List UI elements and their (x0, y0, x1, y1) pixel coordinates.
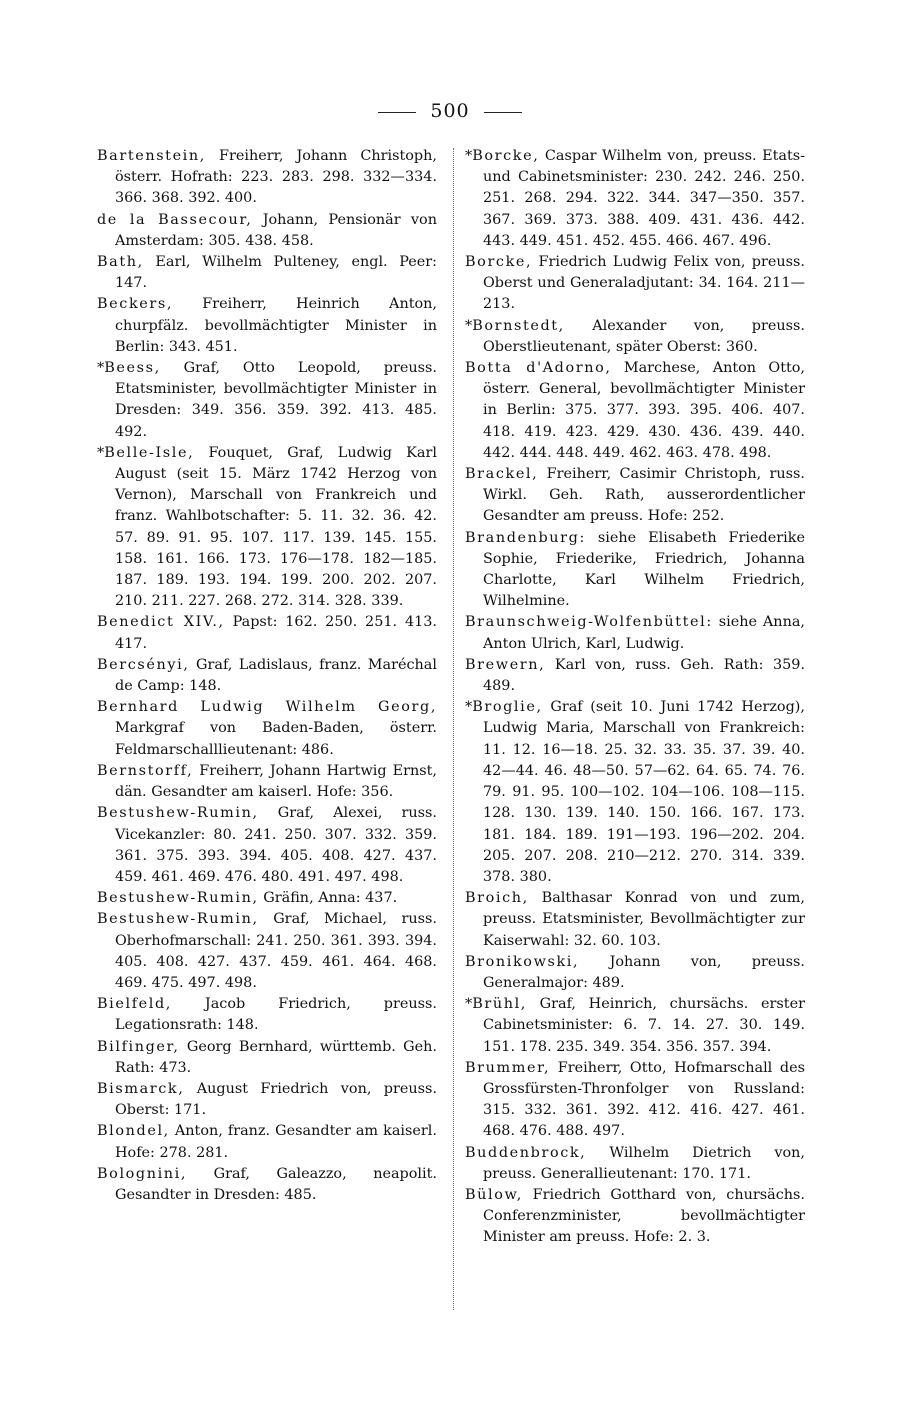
entry-name: Bernstorff, (97, 762, 194, 779)
entry-details: Earl, Wilhelm Pulteney, engl. Peer: 147. (115, 254, 437, 292)
entry-name: Brewern, (465, 656, 546, 673)
index-entry (97, 888, 437, 909)
index-entry (465, 1143, 805, 1185)
entry-details: Graf (seit 10. Juni 1742 Herzog), Ludwig Maria, Marschall von Frankreich: 11. 12. 16—18. 25. 32. 33. 35. 37. 39. 40. 42—44. 46. 48—50. 57—62. 64. 65. 74. 76. 79. 91. 95. 100—102. 104—106. 108—115. 128. 130. 139. 140. 150. 166. 167. 173. 181. 184. 189. 191—193. 196—202. 204. 205. 207. 208. 210—212. 270. 314. 339. 378. 380. (483, 699, 805, 885)
index-entry (465, 697, 805, 888)
entry-name: Bartenstein, (97, 148, 206, 164)
header-rule-left (378, 112, 416, 113)
page-number: 500 (430, 100, 470, 122)
entry-details: Friedrich Ludwig Felix von, preuss. Oberst und Generaladjutant: 34. 164. 211—213. (483, 254, 805, 313)
entry-name: Beckers, (97, 296, 174, 313)
index-entry (97, 803, 437, 888)
entry-details: Balthasar Konrad von und zum, preuss. Etatsminister, Bevollmächtigter zur Kaiserwahl: 32. 60. 103. (483, 890, 805, 949)
index-entry (97, 909, 437, 994)
entry-name: Brummer, (465, 1059, 551, 1076)
index-entry (465, 888, 805, 952)
index-entry (465, 358, 805, 464)
entry-details: Wilhelm Dietrich von, preuss. Generallieutenant: 170. 171. (483, 1144, 805, 1182)
entry-details: siehe Anna, Anton Ulrich, Karl, Ludwig. (483, 614, 805, 652)
entry-marker: * (465, 996, 473, 1013)
entry-name: Bolognini, (97, 1165, 188, 1182)
index-entry (465, 1058, 805, 1143)
index-entry (97, 612, 437, 654)
entry-details: Graf, Ladislaus, franz. Maréchal de Camp: 148. (115, 656, 437, 695)
entry-marker: * (465, 699, 473, 716)
index-entry (465, 146, 805, 252)
entry-details: Alexander von, preuss. Oberstlieutenant, später Oberst: 360. (483, 317, 805, 355)
entry-name: Borcke, (472, 148, 540, 164)
index-entry (465, 994, 805, 1058)
index-entry (97, 761, 437, 803)
entry-details: Fouquet, Graf, Ludwig Karl August (seit 15. März 1742 Herzog von Vernon), Marschall von Frankreich und franz. Wahlbotschafter: 5. 11. 32. 36. 42. 57. 89. 91. 95. 107. 117. 139. 145. 155. 158. 161. 166. 173. 176—178. 182—185. 187. 189. 193. 194. 199. 200. 202. 207. 210. 211. 227. 268. 272. 314. 328. 339. (115, 444, 437, 610)
entry-name: Borcke, (465, 254, 533, 271)
page-header (0, 100, 900, 122)
entry-name: Bismarck, (97, 1080, 185, 1097)
entry-name: Broglie, (472, 699, 543, 716)
entry-name: Bath, (97, 254, 144, 271)
index-entry (465, 952, 805, 994)
entry-marker: * (97, 444, 105, 461)
entry-details: Graf, Alexei, russ. Vicekanzler: 80. 241. 250. 307. 332. 359. 361. 375. 393. 394. 405. 408. 427. 437. 459. 461. 469. 476. 480. 491. 497. 498. (115, 805, 437, 885)
column-divider (453, 148, 454, 1310)
index-entry (97, 443, 437, 613)
index-entry (97, 1164, 437, 1206)
index-entry (97, 1121, 437, 1163)
index-entry (97, 655, 437, 697)
entry-details: Johann, Pensionär von Amsterdam: 305. 438. 458. (115, 211, 437, 249)
entry-details: Freiherr, Johann Christoph, österr. Hofrath: 223. 283. 298. 332—334. 366. 368. 392. 400. (115, 148, 437, 207)
entry-details: Markgraf von Baden-Baden, österr. Feldmarschalllieutenant: 486. (115, 720, 437, 758)
index-entry (465, 528, 805, 613)
index-entry (97, 252, 437, 294)
entry-name: Beess, (104, 360, 161, 377)
index-column-right (465, 146, 805, 1249)
index-entry (97, 146, 437, 210)
entry-details: Freiherr, Otto, Hofmarschall des Grossfürsten-Thronfolger von Russland: 315. 332. 361. 392. 412. 416. 427. 461. 468. 476. 488. 497. (483, 1059, 805, 1140)
entry-name: Bernhard Ludwig Wilhelm Georg, (97, 699, 437, 716)
entry-marker: * (97, 360, 105, 377)
entry-name: Bercsényi, (97, 656, 190, 673)
entry-name: Brühl, (472, 996, 527, 1013)
entry-details: Anton, franz. Gesandter am kaiserl. Hofe: 278. 281. (115, 1123, 437, 1161)
entry-name: Bestushew-Rumin, (97, 911, 259, 928)
entry-name: Bestushew-Rumin, (97, 805, 259, 822)
entry-name: Bestushew-Rumin, (97, 890, 259, 907)
index-entry (465, 464, 805, 528)
entry-name: Bronikowski, (465, 953, 580, 970)
index-column-left (97, 146, 437, 1206)
entry-details: August Friedrich von, preuss. Oberst: 171. (115, 1080, 437, 1119)
entry-name: Botta d'Adorno, (465, 360, 612, 377)
header-rule-right (484, 112, 522, 113)
index-entry (97, 1079, 437, 1121)
entry-name: Blondel, (97, 1123, 170, 1140)
entry-details: Graf, Heinrich, chursächs. erster Cabinetsminister: 6. 7. 14. 27. 30. 149. 151. 178. 235. 349. 354. 356. 357. 394. (483, 996, 805, 1055)
index-entry (465, 1185, 805, 1249)
entry-marker: * (465, 317, 473, 334)
index-entry (465, 316, 805, 358)
entry-details: Jacob Friedrich, preuss. Legationsrath: 148. (115, 996, 437, 1034)
entry-name: Bornstedt, (472, 317, 565, 334)
entry-name: Benedict XIV., (97, 614, 225, 631)
entry-details: Graf, Galeazzo, neapolit. Gesandter in Dresden: 485. (115, 1165, 437, 1203)
entry-details: Johann von, preuss. Generalmajor: 489. (483, 953, 805, 991)
entry-details: Caspar Wilhelm von, preuss. Etats- und Cabinetsminister: 230. 242. 246. 250. 251. 268. 294. 322. 344. 347—350. 357. 367. 369. 373. 388. 409. 431. 436. 442. 443. 449. 451. 452. 455. 466. 467. 496. (483, 148, 805, 249)
entry-name: Belle-Isle, (104, 444, 195, 461)
entry-details: Gräfin, Anna: 437. (258, 890, 398, 907)
index-entry (97, 358, 437, 443)
index-entry (97, 1037, 437, 1079)
index-entry (97, 697, 437, 761)
entry-details: Karl von, russ. Geh. Rath: 359. 489. (483, 656, 805, 695)
entry-details: Friedrich Gotthard von, chursächs. Conferenzminister, bevollmächtigter Minister am preuss. Hofe: 2. 3. (483, 1186, 805, 1246)
entry-name: Bilfinger, (97, 1038, 180, 1055)
entry-name: Broich, (465, 890, 529, 907)
index-entry (97, 210, 437, 252)
entry-name: Brandenburg: (465, 529, 586, 546)
entry-details: Graf, Michael, russ. Oberhofmarschall: 241. 250. 361. 393. 394. 405. 408. 427. 437. 459. 461. 464. 468. 469. 475. 497. 498. (115, 911, 437, 991)
entry-details: Graf, Otto Leopold, preuss. Etatsminister, bevollmächtigter Minister in Dresden: 349. 356. 359. 392. 413. 485. 492. (115, 360, 437, 440)
entry-details: Papst: 162. 250. 251. 413. 417. (115, 614, 437, 652)
entry-details: Freiherr, Casimir Christoph, russ. Wirkl. Geh. Rath, ausserordentlicher Gesandter am preuss. Hofe: 252. (483, 466, 805, 525)
index-entry (97, 994, 437, 1036)
entry-marker: * (465, 148, 473, 164)
entry-details: Freiherr, Johann Hartwig Ernst, dän. Gesandter am kaiserl. Hofe: 356. (115, 762, 437, 801)
index-entry (97, 294, 437, 358)
index-entry (465, 252, 805, 316)
index-entry (465, 655, 805, 697)
entry-details: Georg Bernhard, württemb. Geh. Rath: 473. (115, 1038, 437, 1076)
entry-name: Brackel, (465, 466, 539, 483)
entry-name: Buddenbrock, (465, 1144, 587, 1161)
entry-name: Bülow, (465, 1186, 523, 1203)
entry-name: Bielfeld, (97, 996, 172, 1013)
entry-details: Freiherr, Heinrich Anton, churpfälz. bevollmächtigter Minister in Berlin: 343. 451. (115, 296, 437, 355)
entry-name: de la Bassecour, (97, 211, 253, 228)
index-entry (465, 612, 805, 654)
entry-name: Braunschweig-Wolfenbüttel: (465, 614, 713, 631)
entry-details: Marchese, Anton Otto, österr. General, bevollmächtigter Minister in Berlin: 375. 377. 393. 395. 406. 407. 418. 419. 423. 429. 430. 436. 439. 440. 442. 444. 448. 449. 462. 463. 478. 498. (483, 360, 805, 461)
entry-details: siehe Elisabeth Friederike Sophie, Friederike, Friedrich, Johanna Charlotte, Karl Wilhelm Friedrich, Wilhelmine. (483, 529, 805, 610)
